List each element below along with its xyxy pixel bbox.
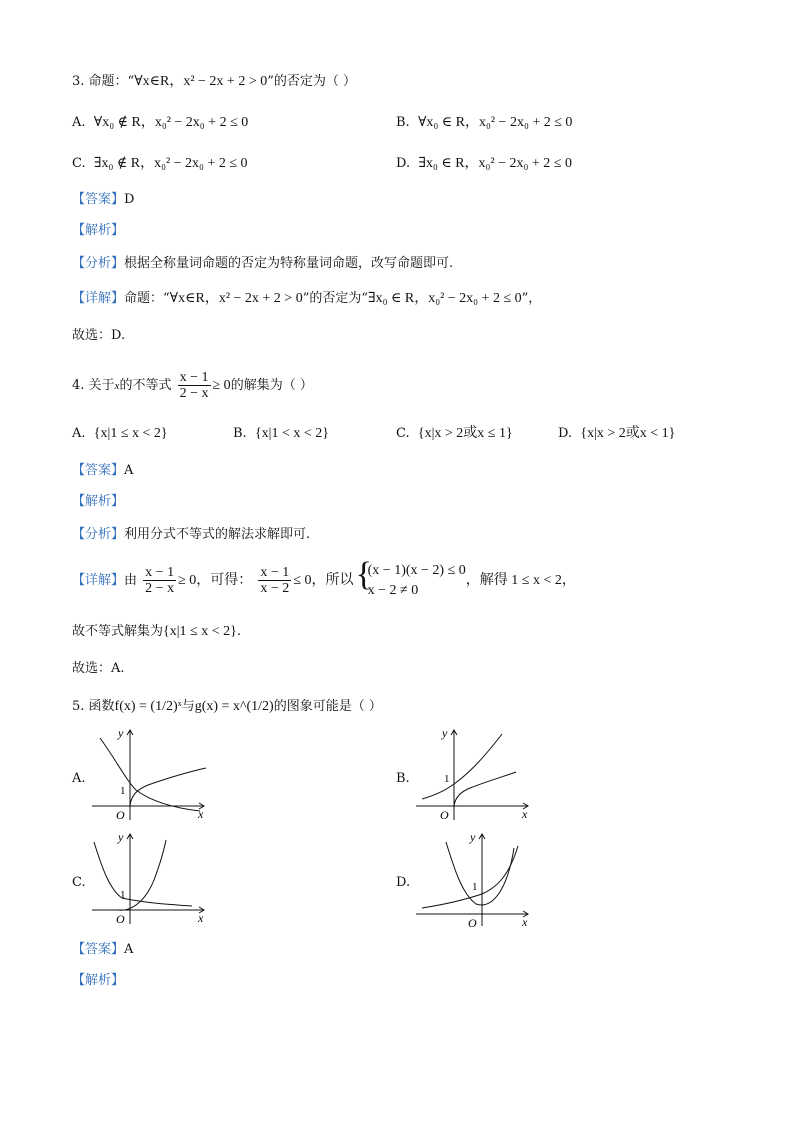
curve-exponential [94, 842, 192, 906]
q3-answer: 【答案】D [72, 192, 135, 207]
y-axis-label: y [118, 726, 124, 740]
q5-graph-a [88, 724, 218, 824]
q3-option-d: D. ∃x₀ ∈ R，x₀² − 2x₀ + 2 ≤ 0 [396, 156, 572, 171]
tick-one-label: 1 [120, 785, 126, 797]
q4-option-b: B. {x|1 < x < 2} [233, 426, 329, 441]
tick-one-label: 1 [120, 889, 126, 901]
q3-option-c: C. ∃x₀ ∉ R，x₀² − 2x₀ + 2 ≤ 0 [72, 156, 248, 171]
q4-stem-fraction: $\frac{x - 1}{2 - x}$ [179, 370, 209, 401]
q5-graph-c [88, 828, 218, 928]
q5-graph-b [412, 724, 542, 824]
curve-parabola [446, 842, 514, 905]
q4-option-c: C. {x|x > 2或x ≤ 1} [396, 426, 513, 441]
tick-one-label: 1 [472, 881, 478, 893]
y-axis-label: y [470, 830, 476, 844]
y-axis-label: y [118, 830, 124, 844]
q4-detail-fraction-1: $\frac{x - 1}{2 - x}$ [145, 565, 175, 596]
curve-exponential [100, 738, 200, 811]
origin-label: O [116, 912, 125, 926]
q5-analysis-heading: 【解析】 [72, 973, 125, 988]
q4-fenxi: 【分析】利用分式不等式的解法求解即可. [72, 527, 311, 542]
q3-choose: 故选：D. [72, 328, 126, 343]
origin-label: O [116, 808, 125, 822]
q4-answer: 【答案】A [72, 463, 134, 478]
q4-analysis-heading: 【解析】 [72, 494, 125, 509]
q5-graph-label-b: B. [396, 771, 410, 786]
y-axis-label: y [442, 726, 448, 740]
x-axis-label: x [522, 807, 528, 821]
q4-detail: 【详解】由 $\frac{x - 1}{2 - x}$ ≥ 0，可得： $\frac{x - 1}{x - 2}$ ≤ 0，所以 { (x − 1)(x − 2) ≤ 0 x − 2 ≠ 0 ，解得 1 ≤ x < 2， [72, 560, 576, 602]
q3-detail: 【详解】命题：“∀x∈R，x² − 2x + 2 > 0”的否定为“∃x₀ ∈ R，x₀² − 2x₀ + 2 ≤ 0”， [72, 291, 542, 306]
q3-stem-expr: ∀x∈R，x² − 2x + 2 > 0 [134, 74, 268, 89]
x-axis-label: x [198, 911, 204, 925]
q5-graph-label-c: C. [72, 875, 86, 890]
q5-answer: 【答案】A [72, 942, 134, 957]
q5-graph-d [412, 828, 542, 928]
q3-option-b: B. ∀x₀ ∈ R，x₀² − 2x₀ + 2 ≤ 0 [396, 115, 573, 130]
q5-f-expression: f(x) = (1/2)ˣ [114, 699, 182, 714]
tick-one-label: 1 [444, 773, 450, 785]
q4-inequality-system: { (x − 1)(x − 2) ≤ 0 x − 2 ≠ 0 [358, 561, 466, 601]
x-axis-label: x [522, 915, 528, 928]
q3-analysis-heading: 【解析】 [72, 223, 125, 238]
q4-option-a: A. {x|1 ≤ x < 2} [72, 426, 168, 441]
curve-exponential [422, 734, 502, 799]
q3-option-a: A. ∀x₀ ∉ R，x₀² − 2x₀ + 2 ≤ 0 [72, 115, 249, 130]
q5-graph-label-a: A. [72, 771, 86, 786]
answer-tag: 【答案】 [72, 192, 125, 207]
q4-choose: 故选：A. [72, 661, 125, 676]
q3-fenxi: 【分析】根据全称量词命题的否定为特称量词命题，改写命题即可. [72, 256, 454, 271]
x-axis-label: x [198, 807, 204, 821]
q5-stem: 5. 函数f(x) = (1/2)ˣ与g(x) = x^(1/2)的图象可能是（ ） [72, 699, 382, 714]
q4-detail-fraction-2: $\frac{x - 1}{x - 2}$ [260, 565, 290, 596]
q4-stem: 4. 关于x的不等式 $\frac{x - 1}{2 - x}$ ≥ 0的解集为（ ） [72, 370, 313, 401]
origin-label: O [440, 808, 449, 822]
q4-option-d: D. {x|x > 2或x < 1} [558, 426, 676, 441]
origin-label: O [468, 916, 477, 928]
q5-g-expression: g(x) = x^(1/2) [194, 699, 274, 714]
q3-stem: 3. 命题：“∀x∈R，x² − 2x + 2 > 0”的否定为（ ） [72, 74, 357, 89]
q5-graph-label-d: D. [396, 875, 411, 890]
q4-conclusion: 故不等式解集为{x|1 ≤ x < 2}. [72, 624, 241, 639]
curve-sqrt [130, 768, 206, 806]
